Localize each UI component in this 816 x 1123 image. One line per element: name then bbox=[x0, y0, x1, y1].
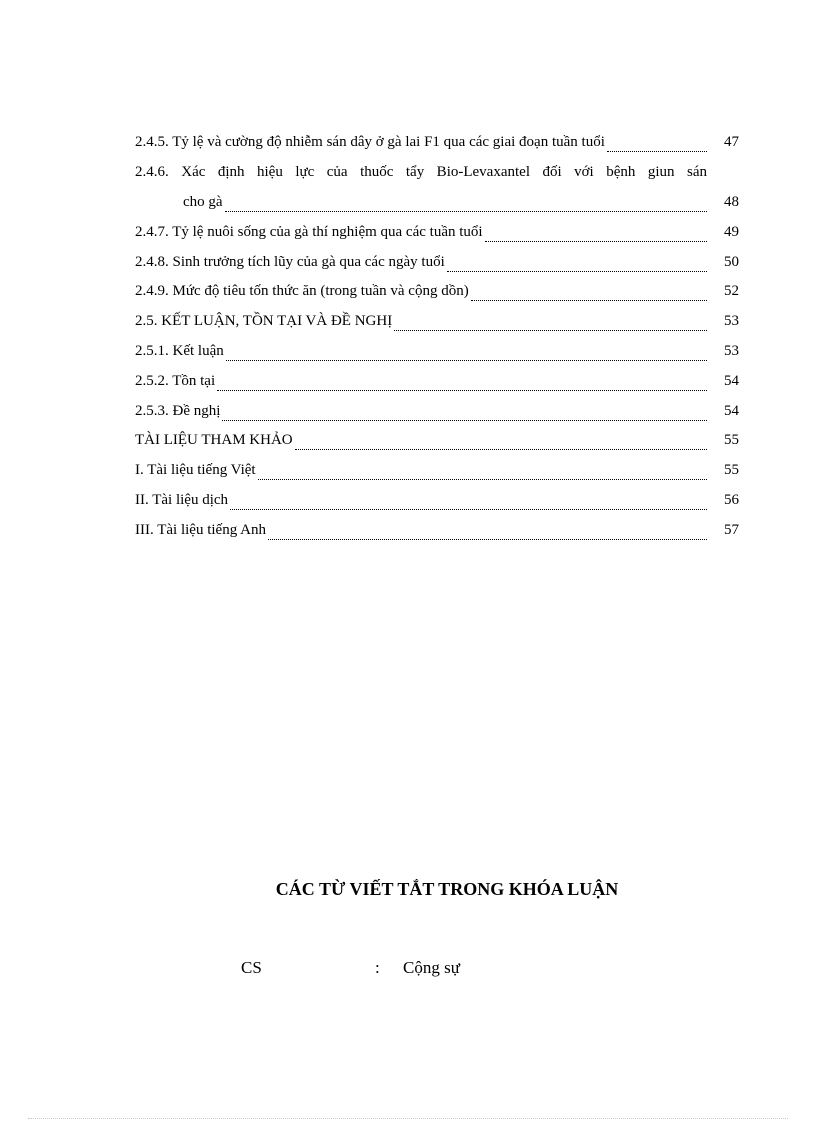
dot-leader bbox=[225, 197, 707, 212]
toc-entry-page: 57 bbox=[724, 521, 739, 538]
page-bottom-rule bbox=[28, 1118, 788, 1119]
dot-leader bbox=[394, 316, 707, 331]
toc-entry-label: 2.4.5. Tỷ lệ và cường độ nhiễm sán dây ở gà lai F1 qua các giai đoạn tuần tuổi bbox=[135, 134, 605, 151]
toc-entry-page: 48 bbox=[724, 193, 739, 210]
toc-entry-page: 49 bbox=[724, 223, 739, 240]
toc-entry-page: 55 bbox=[724, 432, 739, 449]
toc-entry-label: 2.5.1. Kết luận bbox=[135, 342, 224, 359]
dot-leader bbox=[226, 346, 707, 361]
toc-entry[interactable] bbox=[135, 247, 739, 277]
toc-entry-label: II. Tài liệu dịch bbox=[135, 491, 229, 508]
toc-entry-label: 2.5.3. Đề nghị bbox=[135, 402, 221, 419]
dot-leader bbox=[607, 137, 707, 152]
toc-entry[interactable] bbox=[135, 456, 739, 486]
toc-entry[interactable] bbox=[135, 277, 739, 307]
toc-entry-page: 53 bbox=[724, 342, 739, 359]
toc-entry-page: 47 bbox=[724, 134, 739, 151]
toc-entry[interactable] bbox=[135, 337, 739, 367]
dot-leader bbox=[258, 465, 707, 480]
toc-entry-label: 2.4.8. Sinh trưởng tích lũy của gà qua các ngày tuổi bbox=[135, 253, 445, 270]
toc-entry-label: 2.5.2. Tồn tại bbox=[135, 372, 216, 389]
toc-entry[interactable] bbox=[135, 366, 739, 396]
toc-entry-label: TÀI LIỆU THAM KHẢO bbox=[135, 432, 293, 449]
dot-leader bbox=[471, 286, 707, 301]
toc-entry[interactable] bbox=[135, 128, 739, 158]
toc-entry[interactable] bbox=[135, 217, 739, 247]
toc-entry-label: I. Tài liệu tiếng Việt bbox=[135, 462, 256, 479]
toc-entry-label: III. Tài liệu tiếng Anh bbox=[135, 521, 266, 538]
dot-leader bbox=[230, 495, 707, 510]
toc-entry-page: 50 bbox=[724, 253, 739, 270]
toc-entry-label: 2.5. KẾT LUẬN, TỒN TẠI VÀ ĐỀ NGHỊ bbox=[135, 313, 393, 330]
toc-entry[interactable] bbox=[135, 515, 739, 545]
dot-leader bbox=[485, 227, 707, 242]
dot-leader bbox=[217, 376, 707, 391]
toc-entry-label: 2.4.9. Mức độ tiêu tốn thức ăn (trong tuần và cộng dồn) bbox=[135, 283, 469, 300]
abbreviation-separator: : bbox=[375, 958, 380, 977]
toc-entry-continuation[interactable] bbox=[135, 188, 739, 218]
abbreviation-term: CS bbox=[241, 958, 262, 977]
abbreviation-definition: Cộng sự bbox=[403, 958, 460, 977]
table-of-contents bbox=[135, 128, 739, 545]
toc-entry-page: 54 bbox=[724, 372, 739, 389]
toc-entry-page: 52 bbox=[724, 283, 739, 300]
toc-entry-page: 55 bbox=[724, 462, 739, 479]
abbreviations-heading: CÁC TỪ VIẾT TẮT TRONG KHÓA LUẬN bbox=[275, 879, 619, 899]
toc-entry[interactable] bbox=[135, 396, 739, 426]
dot-leader bbox=[447, 257, 707, 272]
toc-entry-page: 53 bbox=[724, 313, 739, 330]
dot-leader bbox=[222, 406, 707, 421]
toc-entry-page: 54 bbox=[724, 402, 739, 419]
toc-entry[interactable] bbox=[135, 158, 739, 188]
dot-leader bbox=[295, 435, 707, 450]
toc-entry-label: cho gà bbox=[183, 193, 223, 210]
toc-entry-label: 2.4.6. Xác định hiệu lực của thuốc tẩy Bio-Levaxantel đối với bệnh giun sán bbox=[135, 164, 707, 181]
toc-entry[interactable] bbox=[135, 486, 739, 516]
toc-entry[interactable] bbox=[135, 426, 739, 456]
toc-entry-label: 2.4.7. Tỷ lệ nuôi sống của gà thí nghiệm qua các tuần tuổi bbox=[135, 223, 483, 240]
dot-leader bbox=[268, 525, 707, 540]
toc-entry[interactable] bbox=[135, 307, 739, 337]
toc-entry-page: 56 bbox=[724, 491, 739, 508]
